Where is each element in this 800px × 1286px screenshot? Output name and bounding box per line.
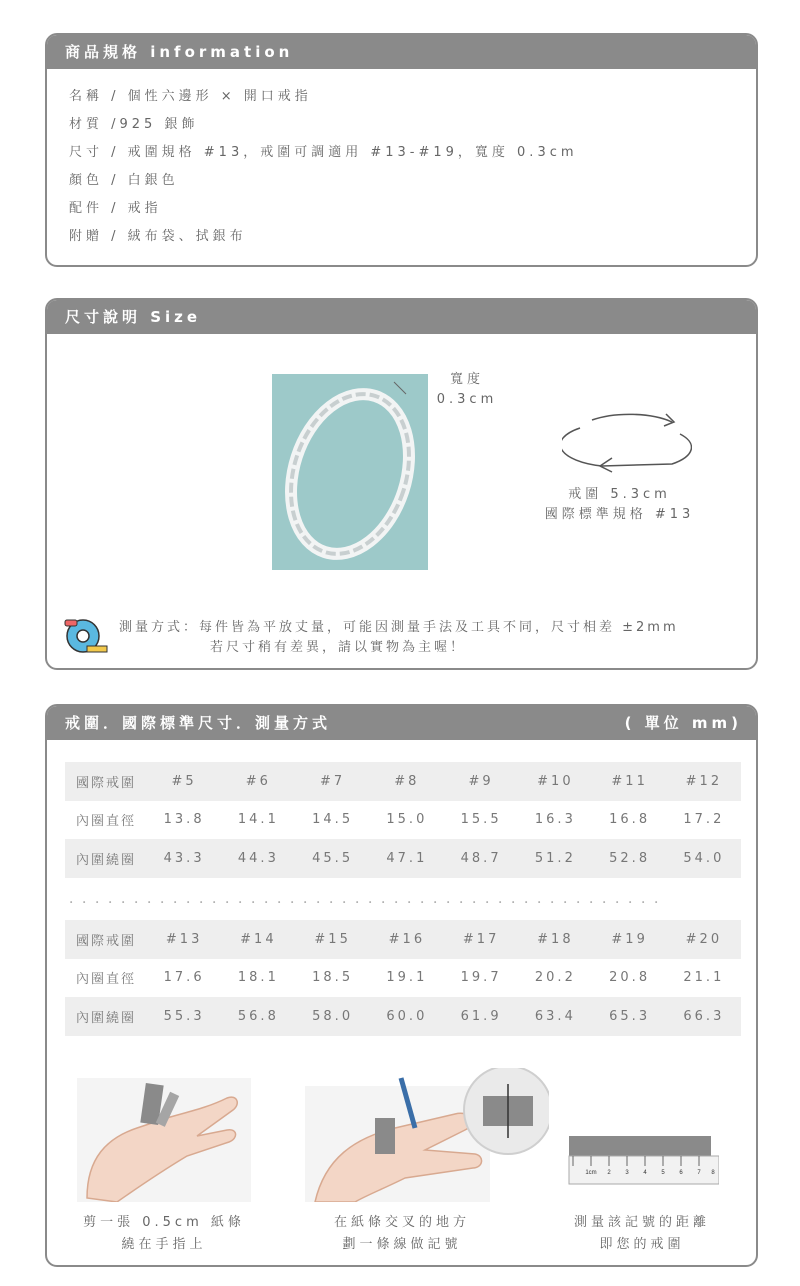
cell: #14 [221,920,295,959]
row-label-circumference: 內圍繞圈 [65,839,147,878]
spec-panel [45,33,758,267]
cell: 48.7 [444,839,518,878]
tape-measure-icon [63,616,115,656]
cell: 54.0 [667,839,741,878]
cell: #18 [518,920,592,959]
cell: #8 [370,762,444,801]
cell: #12 [667,762,741,801]
ruler-label: 5 [661,1170,665,1176]
circumference-standard: 國際標準規格 #13 [544,507,695,522]
circumference-label [532,485,707,525]
step3-line2: 即您的戒圍 [599,1237,685,1252]
width-value: 0.3cm [436,392,498,407]
spec-row-material: 材質 /925 銀飾 [69,117,199,132]
cell: 17.6 [163,970,205,986]
cell: 14.5 [312,812,354,828]
step2-line1: 在紙條交叉的地方 [333,1215,470,1230]
cell: 15.5 [460,812,502,828]
cell: 17.2 [683,812,725,828]
spec-row-size: 尺寸 / 戒圍規格 #13，戒圍可調適用 #13-#19，寬度 0.3cm [69,145,578,160]
size-panel [45,298,758,670]
table-title: 戒圍．國際標準尺寸．測量方式 [65,714,332,732]
size-header: 尺寸說明 Size [47,300,756,334]
table-row [65,920,741,959]
spec-row-name: 名稱 / 個性六邊形 × 開口戒指 [69,89,312,104]
ring-photo [272,374,428,570]
cell: #16 [370,920,444,959]
cell: 19.1 [386,970,428,986]
cell: 47.1 [370,839,444,878]
measure-note [119,618,749,658]
spec-row-accessory: 配件 / 戒指 [69,201,162,216]
step2-line2: 劃一條線做記號 [342,1237,462,1252]
ruler-label: 3 [625,1170,629,1176]
step3-ruler-illustration [563,1132,719,1192]
cell: #13 [147,920,221,959]
table-unit: ( 單位 mm) [624,714,742,732]
cell: #11 [593,762,667,801]
cell: 15.0 [386,812,428,828]
step1-line1: 剪一張 0.5cm 紙條 [83,1215,245,1230]
table-row [65,839,741,878]
cell: #20 [667,920,741,959]
row-label-diameter: 內圈直徑 [75,814,136,830]
measure-line-1: 每件皆為平放丈量，可能因測量手法及工具不同，尺寸相差 ±2mm [199,620,679,635]
cell: 63.4 [518,997,592,1036]
row-label-circumference: 內圍繞圈 [65,997,147,1036]
size-table-panel [45,704,758,1267]
measure-line-2: 若尺寸稍有差異，請以實物為主喔！ [210,640,467,655]
ruler-label: 7 [697,1170,701,1176]
step3-line1: 測量該記號的距離 [573,1215,710,1230]
table-row [65,762,741,801]
cell: 14.1 [237,812,279,828]
cell: 18.1 [237,970,279,986]
row-label-size: 國際戒圍 [65,762,147,801]
ruler-label: 6 [679,1170,683,1176]
cell: 52.8 [593,839,667,878]
cell: 51.2 [518,839,592,878]
cell: 20.2 [534,970,576,986]
step1-line2: 繞在手指上 [121,1237,207,1252]
spec-header: 商品規格 information [47,35,756,69]
cell: 58.0 [296,997,370,1036]
spec-row-gift: 附贈 / 絨布袋、拭銀布 [69,229,247,244]
cell: 61.9 [444,997,518,1036]
table-row [65,959,741,998]
ruler-label: 1cm [585,1170,597,1176]
measure-label: 測量方式： [119,620,200,635]
size-table-1 [65,762,741,878]
spec-list [47,69,756,251]
cell: #17 [444,920,518,959]
ruler-label: 2 [607,1170,611,1176]
step1-caption [69,1212,259,1256]
cell: #6 [221,762,295,801]
dotted-divider: ．．．．．．．．．．．．．．．．．．．．．．．．．．．．．．．．．．．．．．．．．．．．．． [69,891,674,907]
circumference-value: 戒圍 5.3cm [568,487,671,502]
row-label-diameter: 內圈直徑 [75,972,136,988]
table-header [47,706,756,740]
cell: 43.3 [147,839,221,878]
cell: #9 [444,762,518,801]
circumference-arrow-icon [562,408,692,478]
cell: #7 [296,762,370,801]
cell: 55.3 [147,997,221,1036]
step3-caption [547,1212,737,1256]
cell: 60.0 [370,997,444,1036]
width-title: 寬度 [449,372,484,387]
cell: #19 [593,920,667,959]
cell: 44.3 [221,839,295,878]
size-table-2 [65,920,741,1036]
cell: 66.3 [667,997,741,1036]
cell: 16.8 [609,812,651,828]
ruler-label: 4 [643,1170,647,1176]
cell: 56.8 [221,997,295,1036]
cell: 16.3 [534,812,576,828]
cell: 21.1 [683,970,725,986]
step2-caption [307,1212,497,1256]
cell: #5 [147,762,221,801]
cell: #15 [296,920,370,959]
cell: 13.8 [163,812,205,828]
spec-row-color: 顏色 / 白銀色 [69,173,179,188]
width-label [432,370,502,410]
table-row [65,801,741,840]
cell: 18.5 [312,970,354,986]
table-row [65,997,741,1036]
cell: #10 [518,762,592,801]
step1-hand-illustration [77,1078,251,1202]
ruler-label: 8 [711,1170,715,1176]
step2-pen-illustration [305,1068,549,1202]
cell: 45.5 [296,839,370,878]
cell: 20.8 [609,970,651,986]
cell: 65.3 [593,997,667,1036]
row-label-size: 國際戒圍 [65,920,147,959]
cell: 19.7 [460,970,502,986]
